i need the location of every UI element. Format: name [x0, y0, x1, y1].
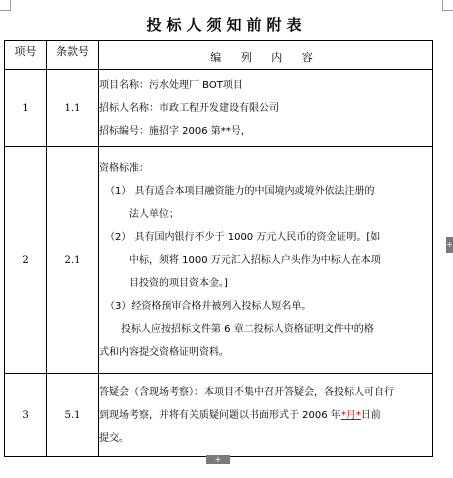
requirement-2-cont-2: 目投资的项目资本金。]	[129, 277, 228, 289]
qa-site-visit-text: 到现场考察，并将有关质疑问题以书面形式于 2006 年	[99, 409, 341, 421]
tender-number-line: 招标编号：施招字 2006 第**号，	[99, 125, 251, 137]
day-suffix: 日前	[360, 409, 381, 421]
project-name-line: 项目名称：污水处理厂 BOT项目	[99, 79, 243, 91]
page-handle-bottom[interactable]: +	[206, 455, 230, 464]
header-clause-no: 条款号	[47, 41, 99, 70]
clause-no: 1.1	[47, 70, 99, 147]
page-handle-right[interactable]: +	[446, 237, 453, 253]
item-no: 3	[5, 374, 47, 457]
clause-no: 2.1	[47, 147, 99, 374]
item-no: 1	[5, 70, 47, 147]
header-content: 编 列 内 容	[99, 41, 433, 70]
content-cell	[99, 70, 433, 147]
qa-site-visit-line	[99, 404, 432, 427]
document-title: 投标人须知前附表	[146, 16, 307, 34]
bidder-instructions-table	[4, 40, 433, 457]
day-placeholder: *	[355, 409, 361, 421]
table-row	[5, 147, 433, 374]
item-no: 2	[5, 147, 47, 374]
requirement-2: （2） 具有国内银行不少于 1000 万元人民币的资金证明。[如	[105, 231, 381, 243]
qualification-note: 投标人应按招标文件第 6 章二投标人资格证明文件中的格	[121, 323, 374, 335]
table-row	[5, 70, 433, 147]
qualification-heading: 资格标准：	[99, 162, 149, 174]
content-cell	[99, 147, 433, 374]
clause-no: 5.1	[47, 374, 99, 457]
corner-crop-mark-right	[442, 0, 453, 11]
month-placeholder: *	[340, 409, 346, 421]
table-row	[5, 374, 433, 457]
tenderer-name-line: 招标人名称：市政工程开发建设有限公司	[99, 102, 279, 114]
qa-submit-line: 提交。	[99, 432, 129, 444]
table-header-row	[5, 41, 433, 70]
requirement-1-cont: 法人单位；	[129, 208, 179, 220]
header-item-no: 项号	[5, 41, 47, 70]
requirement-3: （3）经资格预审合格并被列入投标人短名单。	[105, 300, 312, 312]
corner-crop-mark-left	[0, 0, 11, 11]
month-label: 月	[345, 409, 356, 421]
qa-meeting-line: 答疑会（含现场考察）：本项目不集中召开答疑会，各投标人可自行	[99, 386, 394, 398]
requirement-2-cont: 中标，须将 1000 万元汇入招标人户头作为中标人在本项	[129, 254, 381, 266]
requirement-1: （1） 具有适合本项目融资能力的中国境内或境外依法注册的	[105, 185, 375, 197]
qualification-note-cont: 式和内容提交资格证明资料。	[99, 346, 229, 358]
content-cell	[99, 374, 433, 457]
